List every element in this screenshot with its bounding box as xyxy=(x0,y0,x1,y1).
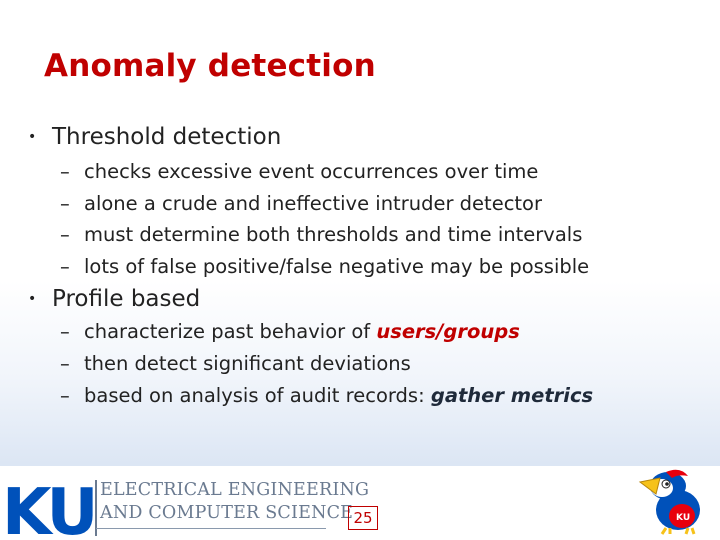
dept-name-line-2: AND COMPUTER SCIENCE xyxy=(100,503,354,523)
sub-item: – lots of false positive/false negative may be possible xyxy=(60,255,590,278)
svg-text:KU: KU xyxy=(2,476,95,538)
page-number: 25 xyxy=(348,506,378,530)
bullet-dot: • xyxy=(28,129,37,145)
bullet-dot: • xyxy=(28,291,37,307)
svg-text:KU: KU xyxy=(676,513,691,523)
sub-item-text: alone a crude and ineffective intruder detector xyxy=(84,192,543,215)
sub-item-text: characterize past behavior of users/groups xyxy=(84,320,520,343)
slide-title: Anomaly detection xyxy=(44,48,376,84)
bullet-text: Threshold detection xyxy=(52,124,282,150)
sub-item: – then detect significant deviations xyxy=(60,352,411,375)
dept-underline xyxy=(96,528,326,529)
sub-item-text: checks excessive event occurrences over time xyxy=(84,160,539,183)
jayhawk-mascot-icon xyxy=(636,464,716,536)
bullet-threshold-detection xyxy=(28,124,281,150)
sub-item: – must determine both thresholds and time intervals xyxy=(60,223,583,246)
sub-item: – alone a crude and ineffective intruder detector xyxy=(60,192,543,215)
bullet-text: Profile based xyxy=(52,286,201,312)
dept-name-line-1: ELECTRICAL ENGINEERING xyxy=(100,480,370,500)
sub-item-text: lots of false positive/false negative may be possible xyxy=(84,255,590,278)
sub-item-text: based on analysis of audit records: gather metrics xyxy=(84,384,594,407)
sub-item-text: then detect significant deviations xyxy=(84,352,411,375)
sub-item: – characterize past behavior of users/groups xyxy=(60,320,520,343)
ku-logo xyxy=(0,476,96,538)
emphasis-users-groups: users/groups xyxy=(376,320,520,343)
emphasis-gather-metrics: gather metrics xyxy=(430,384,594,407)
sub-item-text: must determine both thresholds and time intervals xyxy=(84,223,583,246)
bullet-profile-based xyxy=(28,286,200,312)
sub-item: – based on analysis of audit records: gather metrics xyxy=(60,384,594,407)
sub-item: – checks excessive event occurrences over time xyxy=(60,160,539,183)
